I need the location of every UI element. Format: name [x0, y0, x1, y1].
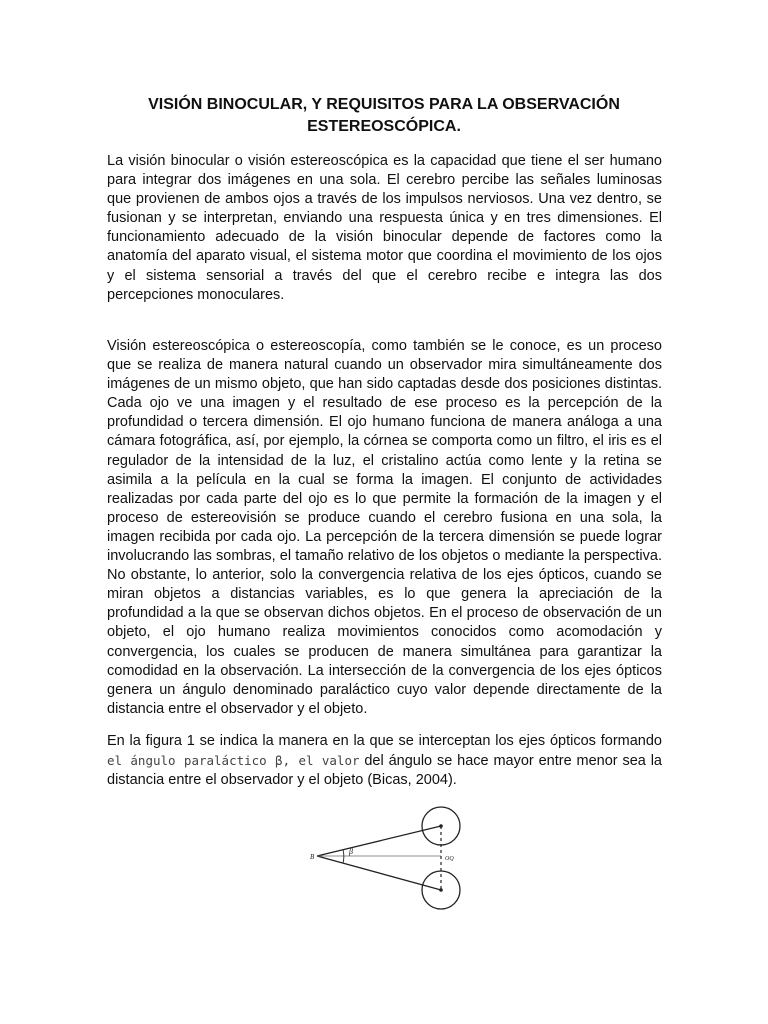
paragraph-3	[107, 732, 662, 790]
paragraph-3-text-b: del ángulo se hace mayor entre menor sea la distancia entre el observador y el objeto (Bicas, 2004).	[107, 753, 662, 789]
paragraph-3-text-a: En la figura 1 se indica la manera en la que se interceptan los ejes ópticos formando	[107, 733, 662, 749]
title-line-1: VISIÓN BINOCULAR, Y REQUISITOS PARA LA OBSERVACIÓN	[148, 96, 620, 113]
upper-eye-center	[439, 824, 443, 828]
upper-optical-axis	[317, 826, 441, 856]
paragraph-1: La visión binocular o visión estereoscópica es la capacidad que tiene el ser humano para integrar dos imágenes en una sola. El cerebro percibe las señales luminosas que provienen de ambos ojos a través de los impulsos nerviosos. Una vez dentro, se fusionan y se interpretan, enviando una respuesta única y en tres dimensiones. El funcionamiento adecuado de la visión binocular depende de factores como la anatomía del aparato visual, el sistema motor que coordina el movimiento de los ojos y el sistema sensorial a través del que el cerebro recibe e integra las dos percepciones monoculares.	[107, 153, 662, 303]
title-line-2: ESTEREOSCÓPICA.	[307, 118, 461, 135]
lower-optical-axis	[317, 856, 441, 890]
distance-label: OQ	[445, 856, 454, 862]
paragraph-2: Visión estereoscópica o estereoscopía, como también se le conoce, es un proceso que se realiza de manera natural cuando un observador mira simultáneamente dos imágenes de un mismo objeto, que han sido captadas desde dos posiciones distintas. Cada ojo ve una imagen y el resultado de ese proceso es la percepción de la profundidad o tercera dimensión. El ojo humano funciona de manera análoga a una cámara fotográfica, así, por ejemplo, la córnea se comporta como un filtro, el iris es el regulador de la intensidad de la luz, el cristalino actúa como lente y la retina se asimila a la película en la cual se forma la imagen. El conjunto de actividades realizadas por cada parte del ojo es lo que permite la formación de la imagen y el proceso de estereovisión se produce cuando el cerebro fusiona en una sola, la imagen recibida por cada ojo. La percepción de la tercera dimensión se puede lograr involucrando las sombras, el tamaño relativo de los objetos o mediante la perspectiva. No obstante, lo anterior, solo la convergencia relativa de los ejes ópticos, cuando se miran objetos a distancias variables, es lo que genera la apreciación de la profundidad a la que se observan dichos objetos. En el proceso de observación de un objeto, el ojo humano realiza movimientos conocidos como acomodación y convergencia, los cuales se producen de manera simultánea para garantizar la comodidad en la observación. La intersección de la convergencia de los ejes ópticos genera un ángulo denominado paraláctico cuyo valor depende directamente de la distancia entre el observador y el objeto.	[107, 338, 662, 717]
lower-eye-center	[439, 888, 443, 892]
angle-arc	[343, 850, 344, 863]
vertex-label: B	[310, 853, 315, 861]
document-title	[100, 94, 668, 138]
figure-diagram	[310, 804, 468, 914]
angle-label: β	[349, 847, 353, 856]
paragraph-3-mono-text: el ángulo paraláctico β, el valor	[107, 753, 360, 769]
figure-parallactic-angle	[310, 804, 468, 914]
